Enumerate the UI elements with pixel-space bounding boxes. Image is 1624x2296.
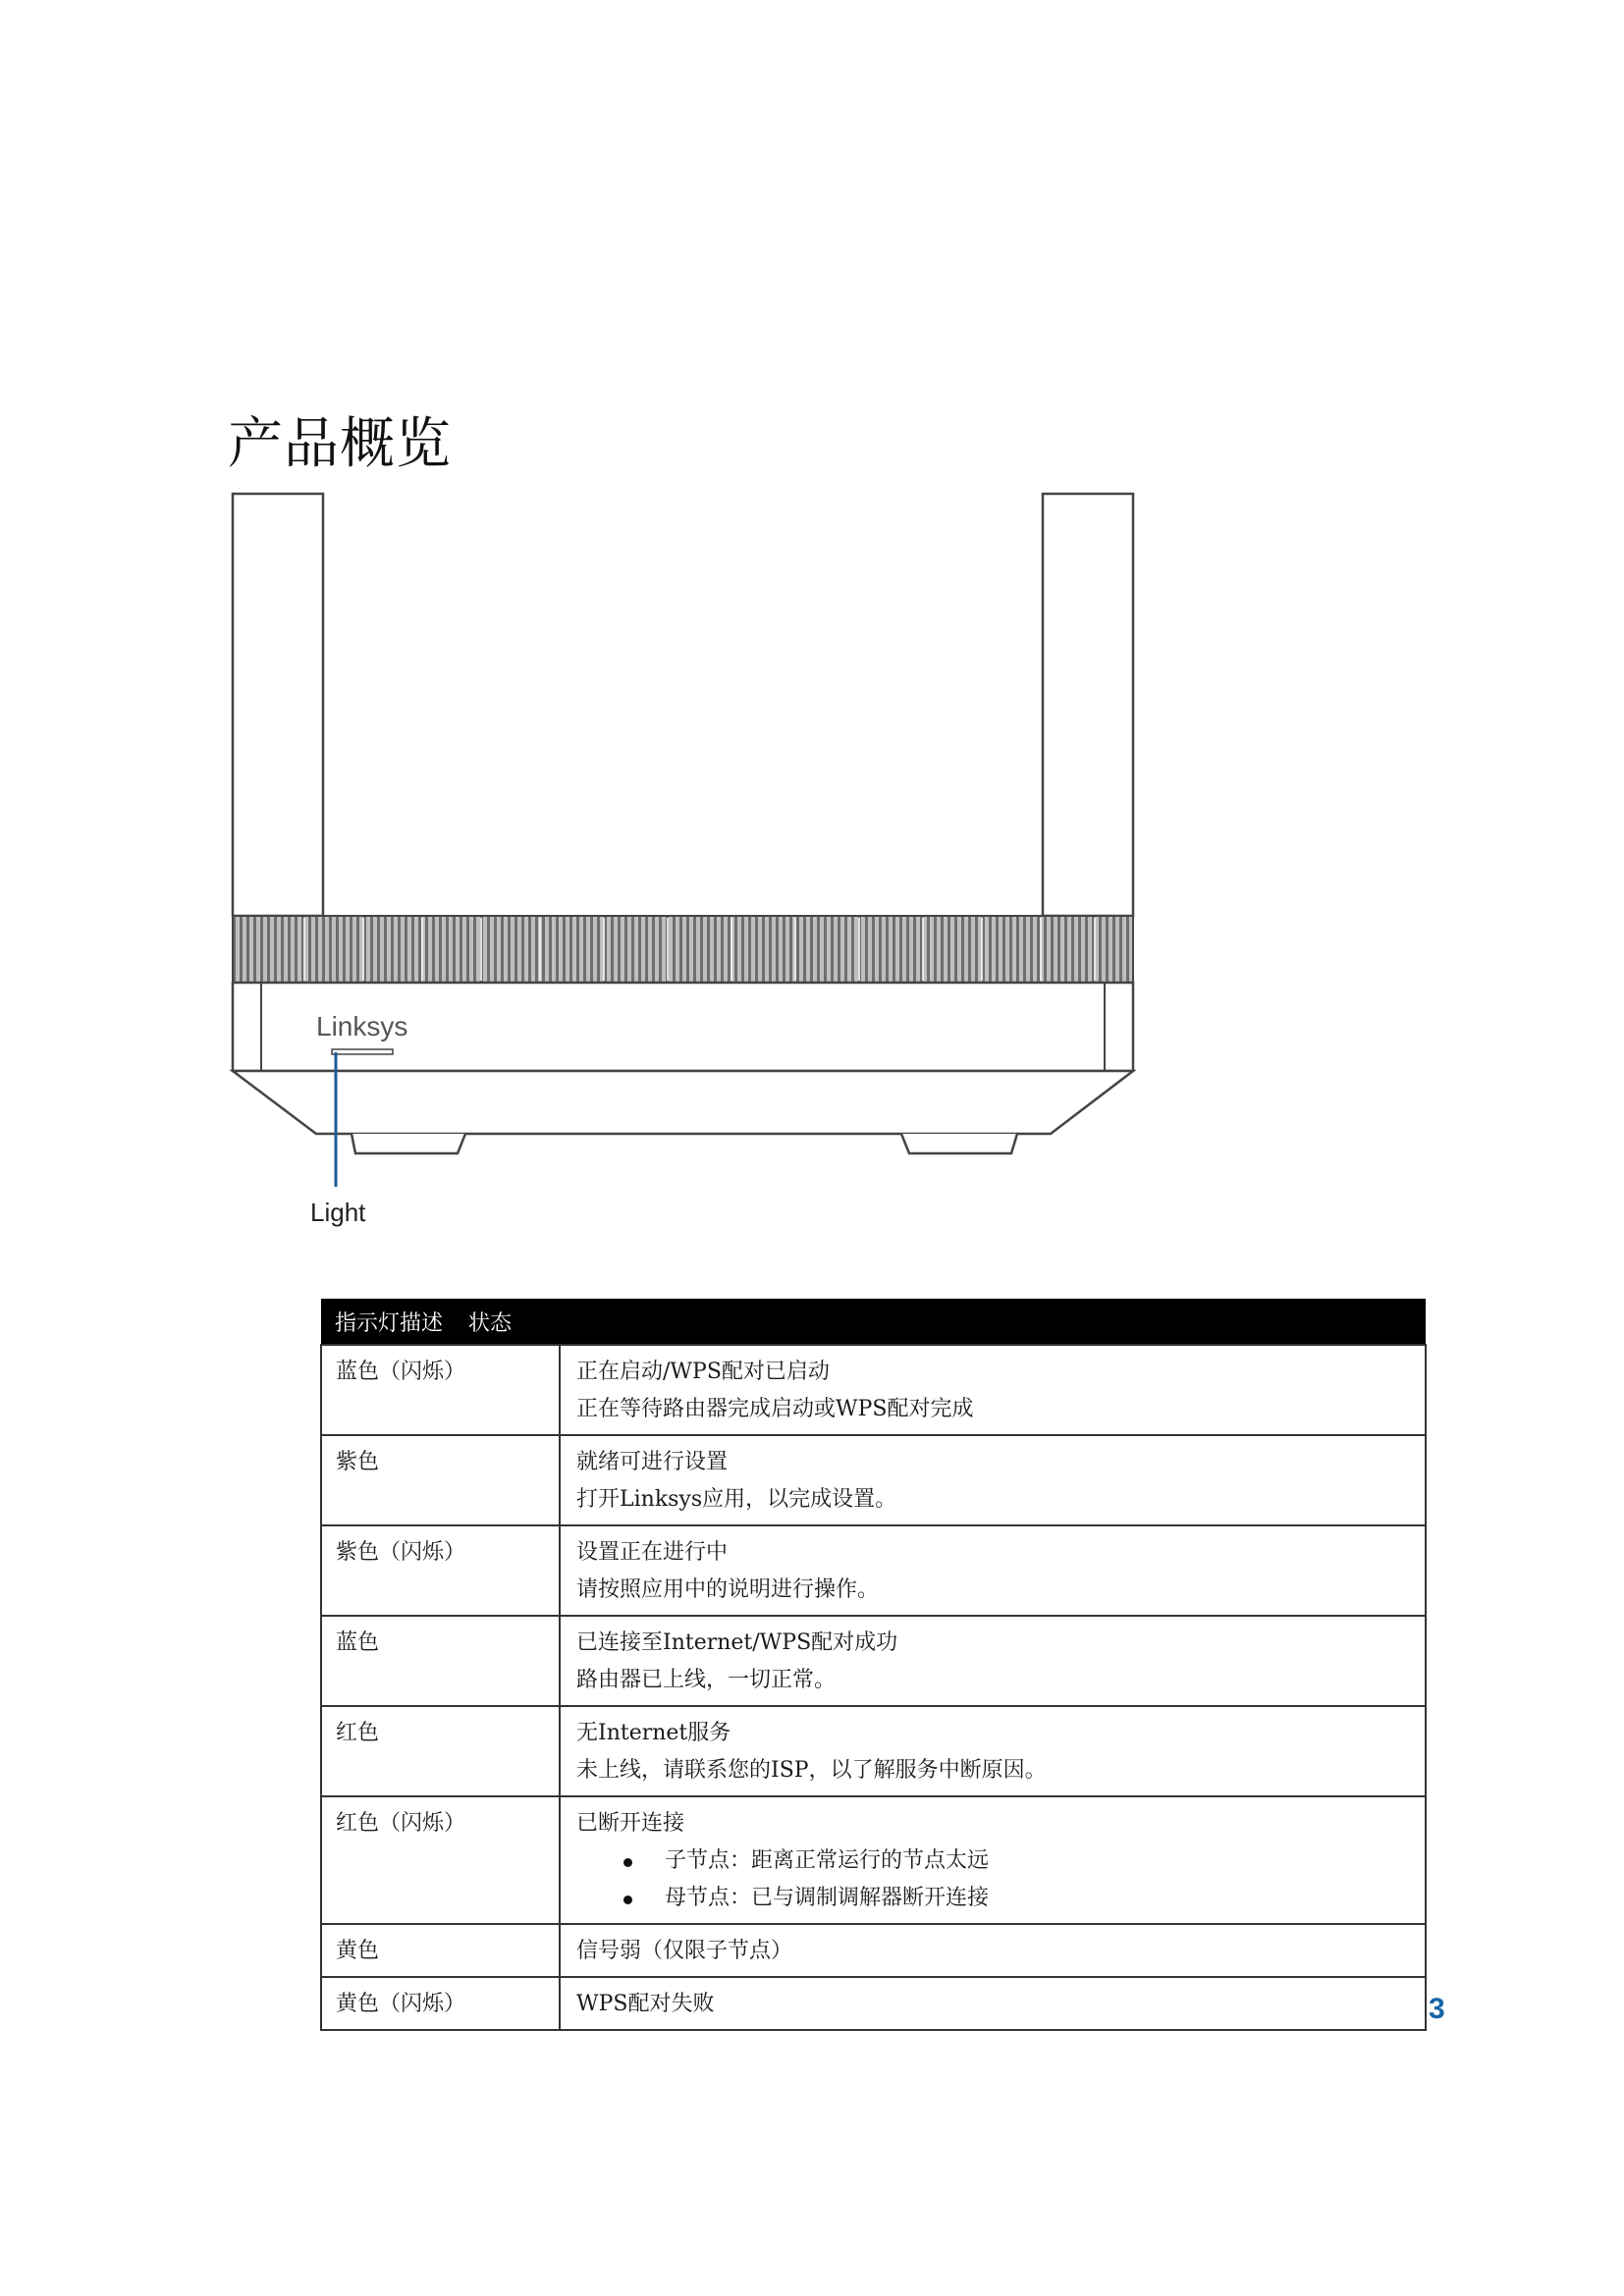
table-header — [321, 1299, 1426, 1345]
led-color: 紫色 — [321, 1435, 560, 1525]
page-title: 产品概览 — [228, 412, 452, 476]
led-color: 黄色 — [321, 1924, 560, 1977]
left-antenna — [233, 494, 323, 916]
led-description — [560, 1525, 1426, 1616]
header-status: 状态 — [468, 1310, 513, 1336]
linksys-logo: Linksys — [316, 1011, 408, 1041]
table-row — [321, 1706, 1426, 1796]
light-callout-label: Light — [310, 1198, 366, 1227]
led-description — [560, 1616, 1426, 1706]
table-row — [321, 1924, 1426, 1977]
led-description — [560, 1706, 1426, 1796]
list-item: 子节点：距离正常运行的节点太远 — [623, 1842, 1411, 1880]
led-description — [560, 1345, 1426, 1435]
led-color: 红色（闪烁） — [321, 1796, 560, 1924]
right-foot — [901, 1134, 1017, 1153]
led-color: 黄色（闪烁） — [321, 1977, 560, 2030]
status-text: 无Internet服务 — [576, 1721, 731, 1745]
detail-text: 未上线，请联系您的ISP，以了解服务中断原因。 — [576, 1758, 1047, 1783]
led-color: 紫色（闪烁） — [321, 1525, 560, 1616]
status-text: 信号弱（仅限子节点） — [576, 1939, 793, 1963]
status-text: 已连接至Internet/WPS配对成功 — [576, 1630, 898, 1655]
led-status-table — [320, 1299, 1427, 2031]
router-illustration — [226, 486, 1149, 1252]
header-led-description: 指示灯描述 — [335, 1310, 444, 1336]
status-text: WPS配对失败 — [576, 1992, 715, 2016]
page-number: 3 — [1429, 1993, 1445, 2025]
led-description — [560, 1924, 1426, 1977]
led-description — [560, 1977, 1426, 2030]
detail-text: 正在等待路由器完成启动或WPS配对完成 — [576, 1397, 974, 1421]
cause-list — [576, 1842, 1411, 1917]
router-base — [233, 1071, 1133, 1134]
led-color: 蓝色 — [321, 1616, 560, 1706]
right-antenna — [1043, 494, 1133, 916]
list-item: 母节点：已与调制调解器断开连接 — [623, 1880, 1411, 1917]
detail-text: 请按照应用中的说明进行操作。 — [576, 1577, 880, 1602]
vent-band — [233, 916, 1133, 983]
left-foot — [352, 1134, 465, 1153]
detail-text: 路由器已上线，一切正常。 — [576, 1668, 837, 1692]
led-description — [560, 1796, 1426, 1924]
table-row — [321, 1796, 1426, 1924]
led-description — [560, 1435, 1426, 1525]
table-row — [321, 1345, 1426, 1435]
light-indicator — [332, 1049, 393, 1054]
status-text: 设置正在进行中 — [576, 1540, 729, 1565]
table-header-row — [321, 1299, 1426, 1345]
status-text: 正在启动/WPS配对已启动 — [576, 1360, 830, 1384]
status-text: 已断开连接 — [576, 1811, 685, 1836]
led-color: 红色 — [321, 1706, 560, 1796]
table-row — [321, 1525, 1426, 1616]
detail-text: 打开Linksys应用，以完成设置。 — [576, 1487, 897, 1512]
table-row — [321, 1435, 1426, 1525]
led-color: 蓝色（闪烁） — [321, 1345, 560, 1435]
status-text: 就绪可进行设置 — [576, 1450, 729, 1474]
table-row — [321, 1977, 1426, 2030]
table-row — [321, 1616, 1426, 1706]
